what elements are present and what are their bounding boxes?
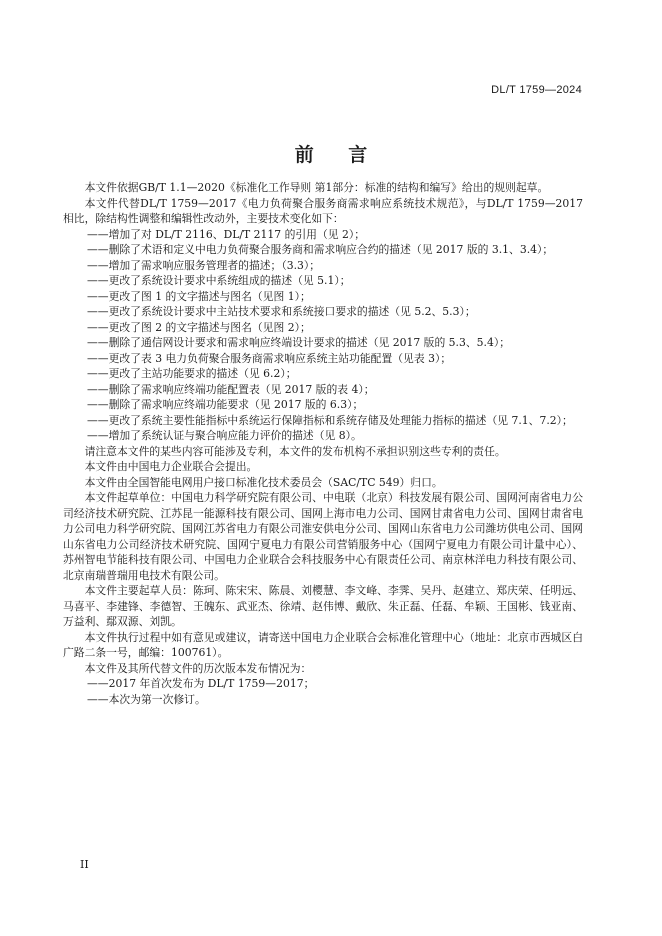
paragraph-drafting-units: 本文件起草单位：中国电力科学研究院有限公司、中电联（北京）科技发展有限公司、国网河南省电力公司经济技术研究院、江苏昆一能源科技有限公司、国网上海市电力公司、国网甘肃省电力公司、国网甘肃省电力公司电力科学研究院、国网江苏省电力有限公司淮安供电分公司、国网山东省电力公司潍坊供电公司、国网山东省电力公司经济技术研究院、国网宁夏电力有限公司营销服务中心（国网宁夏电力有限公司计量中心）、苏州智电节能科技有限公司、中国电力企业联合会科技服务中心有限责任公司、南京林洋电力科技有限公司、北京南瑞普瑞用电技术有限公司。 (63, 491, 583, 582)
list-item: ——更改了系统设计要求中主站技术要求和系统接口要求的描述（见 5.2、5.3）； (87, 305, 476, 318)
list-item: ——更改了系统主要性能指标中系统运行保障指标和系统存储及处理能力指标的描述（见 7.1、7.2）； (87, 413, 573, 427)
paragraph-committee: 本文件由全国智能电网用户接口标准化技术委员会（SAC/TC 549）归口。 (84, 475, 443, 489)
list-item: ——更改了图 1 的文字描述与图名（见图 1）； (87, 289, 311, 303)
paragraph-feedback: 本文件执行过程中如有意见或建议，请寄送中国电力企业联合会标准化管理中心（地址：北京市西城区白广路二条一号，邮编：100761）。 (63, 630, 583, 659)
list-item: ——增加了对 DL/T 2116、DL/T 2117 的引用（见 2）； (87, 227, 366, 241)
list-item: ——更改了系统设计要求中系统组成的描述（见 5.1）； (87, 274, 351, 287)
list-item: ——增加了需求响应服务管理者的描述；（3.3）； (87, 258, 321, 272)
list-item: ——增加了系统认证与聚合响应能力评价的描述（见 8）。 (87, 429, 362, 442)
paragraph-patent-notice: 请注意本文件的某些内容可能涉及专利，本文件的发布机构不承担识别这些专利的责任。 (84, 444, 506, 458)
list-item: ——删除了需求响应终端功能配置表（见 2017 版的表 4）； (87, 382, 375, 396)
list-item: ——删除了术语和定义中电力负荷聚合服务商和需求响应合约的描述（见 2017 版的 3.1、3.4）； (87, 243, 554, 256)
paragraph-replacement: 本文件代替DL/T 1759—2017《电力负荷聚合服务商需求响应系统技术规范》，与DL/T 1759—2017相比，除结构性调整和编辑性改动外，主要技术变化如下： (63, 196, 583, 225)
list-item: ——更改了主站功能要求的描述（见 6.2）； (87, 367, 297, 380)
list-item: ——更改了图 2 的文字描述与图名（见图 2）； (87, 320, 311, 334)
document-code: DL/T 1759—2024 (491, 84, 582, 96)
paragraph-proposer: 本文件由中国电力企业联合会提出。 (84, 460, 258, 473)
page-number: II (80, 858, 89, 871)
paragraph-history-intro: 本文件及其所代替文件的历次版本发布情况为： (84, 661, 312, 675)
foreword-body (63, 180, 583, 707)
paragraph-drafters: 本文件主要起草人员：陈珂、陈宋宋、陈晨、刘樱慧、李文峰、李霁、吴丹、赵建立、郑庆荣、任明远、马喜平、李建锋、李德智、王魄东、武亚杰、徐靖、赵伟博、戴欣、朱正磊、任磊、牟颖、王国彬、钱亚南、万益利、鄢双源、刘凯。 (63, 584, 583, 628)
history-list (63, 676, 583, 707)
change-list (63, 227, 583, 444)
list-item: ——本次为第一次修订。 (87, 692, 206, 706)
list-item: ——删除了需求响应终端功能要求（见 2017 版的 6.3）； (87, 398, 364, 411)
page-title: 前 言 (294, 144, 382, 166)
list-item: ——更改了表 3 电力负荷聚合服务商需求响应系统主站功能配置（见表 3）； (87, 351, 452, 365)
list-item: ——2017 年首次发布为 DL/T 1759—2017； (87, 677, 315, 690)
list-item: ——删除了通信网设计要求和需求响应终端设计要求的描述（见 2017 版的 5.3、5.4）； (87, 336, 511, 349)
paragraph-drafting-rules: 本文件依据GB/T 1.1—2020《标准化工作导则 第1部分：标准的结构和编写》给出的规则起草。 (84, 181, 549, 194)
